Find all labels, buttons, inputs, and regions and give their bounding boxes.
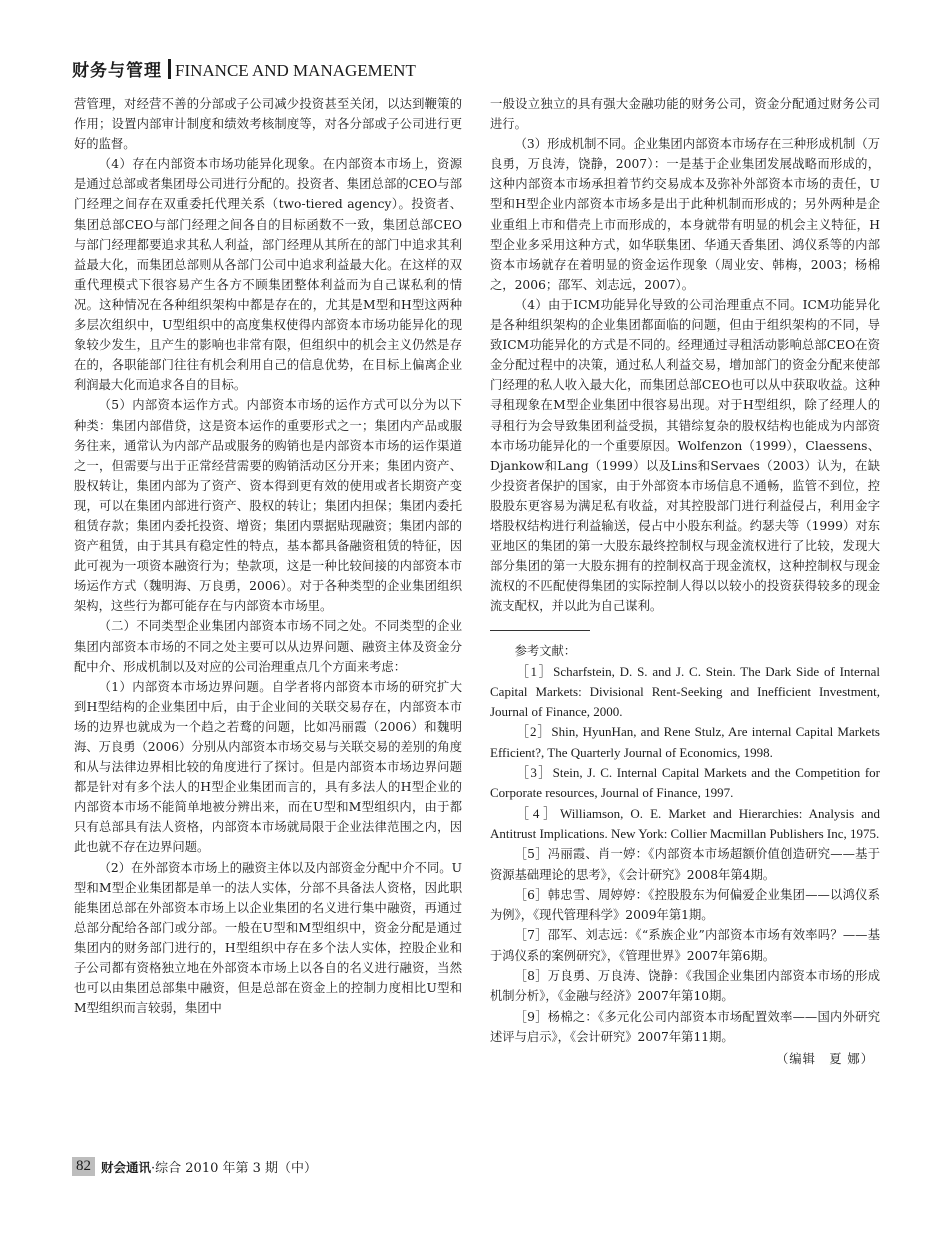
references-title: 参考文献： — [514, 644, 577, 659]
paragraph: （3）形成机制不同。企业集团内部资本市场存在三种形成机制（万良勇，万良涛，饶静，2007）：一是基于企业集团发展战略而形成的，这种内部资本市场承担着节约交易成本及弥补外部资本市场的责任，U型和H型企业内部资本市场多是出于此种机制而形成的；另外两种是企业重组上市和借壳上市而形成的，本身就带有明显的机会主义特征，H型企业多采用这种方式，如华联集团、华通天香集团、鸿仪系等的内部资本市场就存在着明显的资金运作现象（周业安、韩梅，2003；杨棉之，2006；邵军、刘志远，2007）。 — [490, 137, 880, 292]
section-title-cn: 财务与管理 — [72, 61, 162, 81]
page-footer — [72, 1157, 317, 1176]
reference-item: ［6］韩忠雪、周婷婷：《控股股东为何偏爱企业集团——以鸿仪系为例》，《现代管理科学》2009年第1期。 — [490, 887, 880, 923]
right-column — [490, 94, 880, 1069]
reference-item: ［8］万良勇、万良涛、饶静：《我国企业集团内部资本市场的形成机制分析》，《金融与经济》2007年第10期。 — [490, 968, 880, 1004]
paragraph: （4）由于ICM功能异化导致的公司治理重点不同。ICM功能异化是各种组织架构的企业集团都面临的问题，但由于组织架构的不同，导致ICM功能异化的方式是不同的。经理通过寻租活动影响总部CEO在资金分配过程中的决策，通过私人利益交易，增加部门的资金分配来使部门经理的私人收入最大化，而集团总部CEO也可以从中获取收益。这种寻租现象在M型企业集团中很容易出现。对于H型组织，除了经理人的寻租行为会导致集团利益受损，其错综复杂的股权结构也能成为内部资本市场功能异化的一个重要原因。Wolfenzon（1999），Claessens、Djankow和Lang（1999）以及Lins和Servaes（2003）认为，在缺少投资者保护的国家，由于外部资本市场信息不通畅，监管不到位，控股股东更容易为满足私有收益，对其控股部门进行利益侵占，利用金字塔股权结构进行利益输送，侵占中小股东利益。约瑟夫等（1999）对东亚地区的集团的第一大股东最终控制权与现金流权进行了比较，发现大部分集团的第一大股东拥有的控制权高于现金流权，这种控制权与现金流权的不匹配使得集团的实际控制人得以以较小的投资获得较多的现金流支配权，并以此为自己谋利。 — [490, 297, 880, 614]
reference-item: ［9］杨棉之：《多元化公司内部资本市场配置效率——国内外研究述评与启示》，《会计研究》2007年第11期。 — [490, 1009, 880, 1044]
left-column — [74, 94, 462, 1018]
paragraph: （2）在外部资本市场上的融资主体以及内部资金分配中介不同。U型和M型企业集团都是单一的法人实体，分部不具备法人资格，因此职能集团总部在外部资本市场上以企业集团的名义进行集中融资，再通过总部分配给各部门或分部。一般在U型和M型组织中，资金分配是通过集团内的财务部门进行的，H型组织中存在多个法人实体，控股企业和子公司都有资格独立地在外部资本市场上以各自的名义进行融资，当然也可以由集团总部集中融资，但是总部在资金上的控制力度相比U型和M型组织而言较弱，集团中 — [74, 860, 462, 1016]
reference-item: ［7］邵军、刘志远：《“系族企业”内部资本市场有效率吗？——基于鸿仪系的案例研究》，《管理世界》2007年第6期。 — [490, 928, 880, 963]
paragraph: （1）内部资本市场边界问题。自学者将内部资本市场的研究扩大到H型结构的企业集团中后，由于企业间的关联交易存在，内部资本市场的边界也就成为一个趋之若鹜的问题，比如冯丽霞（2006）和魏明海、万良勇（2006）分别从内部资本市场交易与关联交易的差别的角度和从与法律边界相比较的角度进行了探讨。但是内部资本市场边界问题都是针对有多个法人的H型企业集团而言的，具有多法人的H型企业的内部资本市场不能简单地被分辨出来，而在U型和M型组织内，由于都只有总部具有法人资格，内部资本市场就局限于企业法律范围之内，因此也就不存在边界问题。 — [74, 679, 462, 855]
running-header — [72, 56, 416, 81]
section-heading-paragraph: （二）不同类型企业集团内部资本市场不同之处。不同类型的企业集团内部资本市场的不同之处主要可以从边界问题、融资主体及资金分配中介、形成机制以及对应的公司治理重点几个方面来考虑： — [74, 619, 462, 674]
paragraph: 一般设立独立的具有强大金融功能的财务公司，资金分配通过财务公司进行。 — [490, 97, 880, 132]
paragraph: （4）存在内部资本市场功能异化现象。在内部资本市场上，资源是通过总部或者集团母公司进行分配的。投资者、集团总部的CEO与部门经理之间存在双重委托代理关系（two-tiered agency）。投资者、集团总部CEO与部门经理之间各自的目标函数不一致，集团总部CEO与部门经理都要追求其私人利益，部门经理从其所在的部门中追求其利益最大化，而集团总部则从各部门公司中追求利益最大化。在这样的双重代理模式下很容易产生各方不顾集团整体利益而为自己谋私利的情况。这种情况在各种组织架构中都是存在的，尤其是M型和H型这两种多层次组织中，U型组织中的高度集权使得内部资本市场功能异化的现象较少发生，且产生的影响也非常有限，但组织中的机会主义仍然是存在的，各职能部门往往有机会利用自己的信息优势，在目标上偏离企业利润最大化而追求各自的目标。 — [74, 157, 462, 393]
paragraph: （5）内部资本运作方式。内部资本市场的运作方式可以分为以下种类：集团内部借贷，这是资本运作的重要形式之一；集团内产品或服务往来，通常认为内部产品或服务的购销也是内部资本市场的运作渠道之一，但需要与出于正常经营需要的购销活动区分开来；集团内资产、股权转让，集团内部为了资产、资本得到更有效的使用或者长期资产变现，可以在集团内部进行资产、股权的转让；集团内担保；集团内委托租赁存款；集团内委托投资、增资；集团内票据贴现融资；集团内部的资产租赁，由于其具有稳定性的特点，基本都具备融资租赁的特征，因此可视为一项资本融资行为；垫款项，这是一种比较间接的内部资本市场运作方式（魏明海、万良勇，2006）。对于各种类型的企业集团组织架构，这些行为都可能存在与内部资本市场里。 — [74, 398, 462, 614]
journal-title: 财会通讯 — [101, 1159, 152, 1175]
paragraph: 营管理，对经营不善的分部或子公司减少投资甚至关闭，以达到鞭策的作用；设置内部审计制度和绩效考核制度等，对各分部或子公司进行更好的监督。 — [74, 97, 462, 152]
references-divider — [490, 630, 590, 631]
section-title-en: FINANCE AND MANAGEMENT — [175, 61, 416, 80]
reference-item: ［5］冯丽霞、肖一婷：《内部资本市场超额价值创造研究——基于资源基础理论的思考》，《会计研究》2008年第4期。 — [490, 847, 880, 882]
reference-item: ［2］Shin, HyunHan, and Rene Stulz, Are internal Capital Markets Efficient?, The Quarterly Journal of Economics, 1998. — [490, 724, 880, 760]
reference-item: ［1］Scharfstein, D. S. and J. C. Stein. The Dark Side of Internal Capital Markets: Divisional Rent-Seeking and Inefficient Investment, Journal of Finance, 2000. — [490, 663, 880, 720]
header-divider — [168, 59, 171, 79]
page-number: 82 — [72, 1157, 95, 1176]
reference-item: ［3］Stein, J. C. Internal Capital Markets and the Competition for Corporate resources, Journal of Finance, 1997. — [490, 765, 880, 801]
editor-credit: （编辑 夏 娜） — [776, 1052, 874, 1067]
reference-item: ［4］Williamson, O. E. Market and Hierarchies: Analysis and Antitrust Implications. New York: Collier Macmillan Publishers Inc, 1975. — [490, 805, 880, 841]
issue-info: ·综合 2010 年第 3 期（中） — [151, 1161, 318, 1176]
